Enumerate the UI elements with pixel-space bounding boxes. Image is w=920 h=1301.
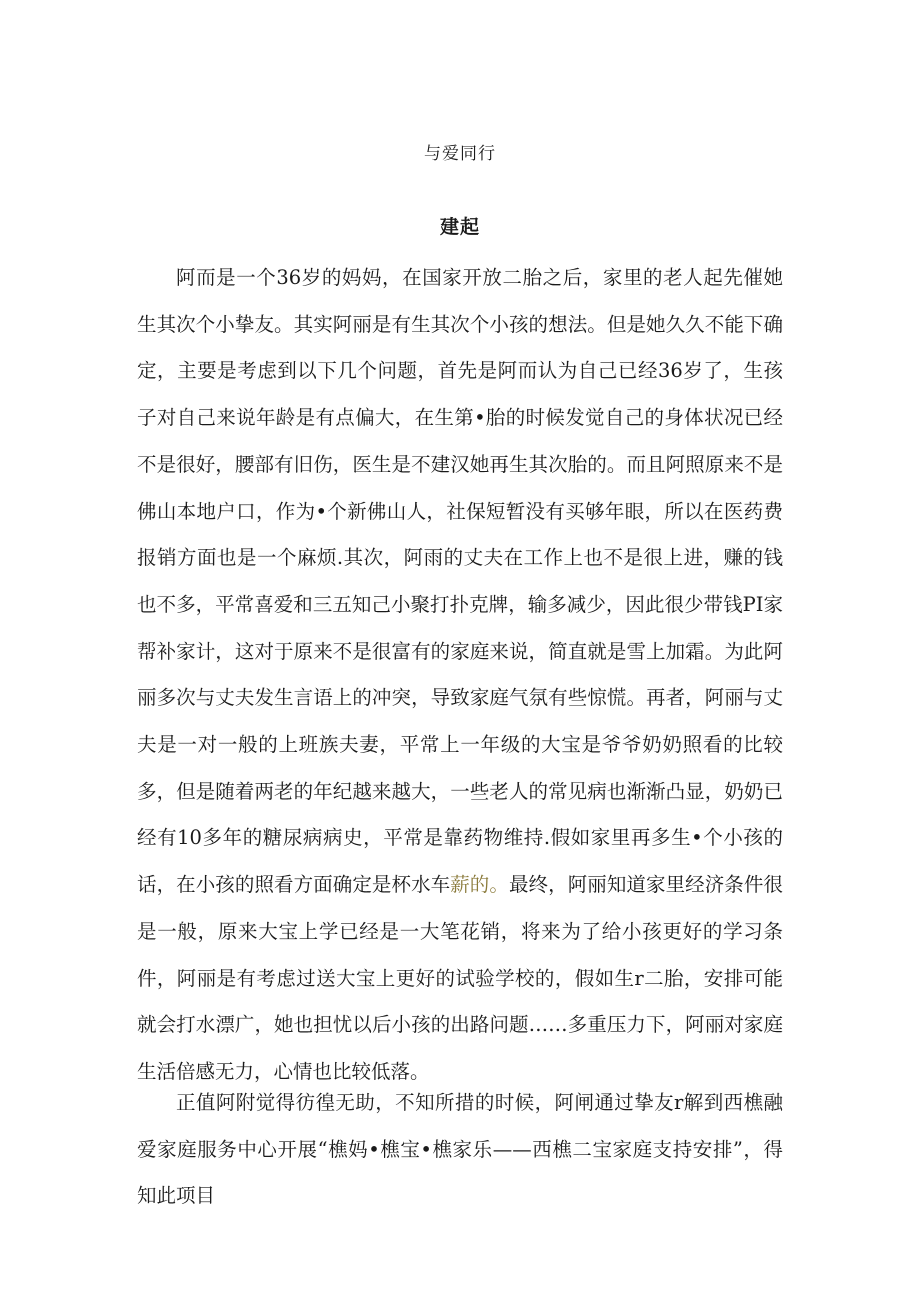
paragraph-1-highlight: 薪的。 xyxy=(450,873,509,897)
document-author: 建起 xyxy=(439,216,480,238)
paragraph-1-text-b: 最终，阿丽知道家里经济条件很是一般，原来大宝上学已经是一大笔花销，将来为了给小孩更好的学习条件，阿丽是有考虑过送大宝上更好的试验学校的，假如生r二胎，安排可能就会打水漂广，她也担忧以后小孩的出路问题……多重压力下，阿丽对家庭生活倍感无力，心情也比较低落。 xyxy=(137,873,783,1083)
document-title: 与爱同行 xyxy=(424,144,496,164)
paragraph-1-text-a: 阿而是一个36岁的妈妈，在国家开放二胎之后，家里的老人起先催她生其次个小挚友。其实阿丽是有生其次个小孩的想法。但是她久久不能下确定，主要是考虑到以下几个问题，首先是阿而认为自己已经36岁了，生孩子对自己来说年龄是有点偏大，在生第•胎的时候发觉自己的身体状况已经不是很好，腰部有旧伤，医生是不建汉她再生其次胎的。而且阿照原来不是佛山本地户口，作为•个新佛山人，社保短暂没有买够年眼，所以在医药费报销方面也是一个麻烦.其次，阿雨的丈夫在工作上也不是很上进，赚的钱也不多，平常喜爱和三五知己小聚打扑克牌，输多减少，因此很少带钱PI家帮补家计，这对于原来不是很富有的家庭来说，简直就是雪上加霜。为此阿丽多次与丈夫发生言语上的冲突，导致家庭气氛有些惊慌。再者，阿丽与丈夫是一对一般的上班族夫妻，平常上一年级的大宝是爷爷奶奶照看的比较多，但是随着两老的年纪越来越大，一些老人的常见病也渐渐凸显，奶奶已经有10多年的糖尿病病史，平常是靠药物维持.假如家里再多生•个小孩的话，在小孩的照看方面确定是杯水车 xyxy=(137,266,783,897)
body-paragraph-1 xyxy=(137,255,783,1096)
body-paragraph-2: 正值阿附觉得彷徨无助，不知所措的时候，阿闸通过挚友r解到西樵融爱家庭服务中心开展“樵妈•樵宝•樵家乐——西樵二宝家庭支持安排”，得知此项目 xyxy=(137,1091,783,1208)
